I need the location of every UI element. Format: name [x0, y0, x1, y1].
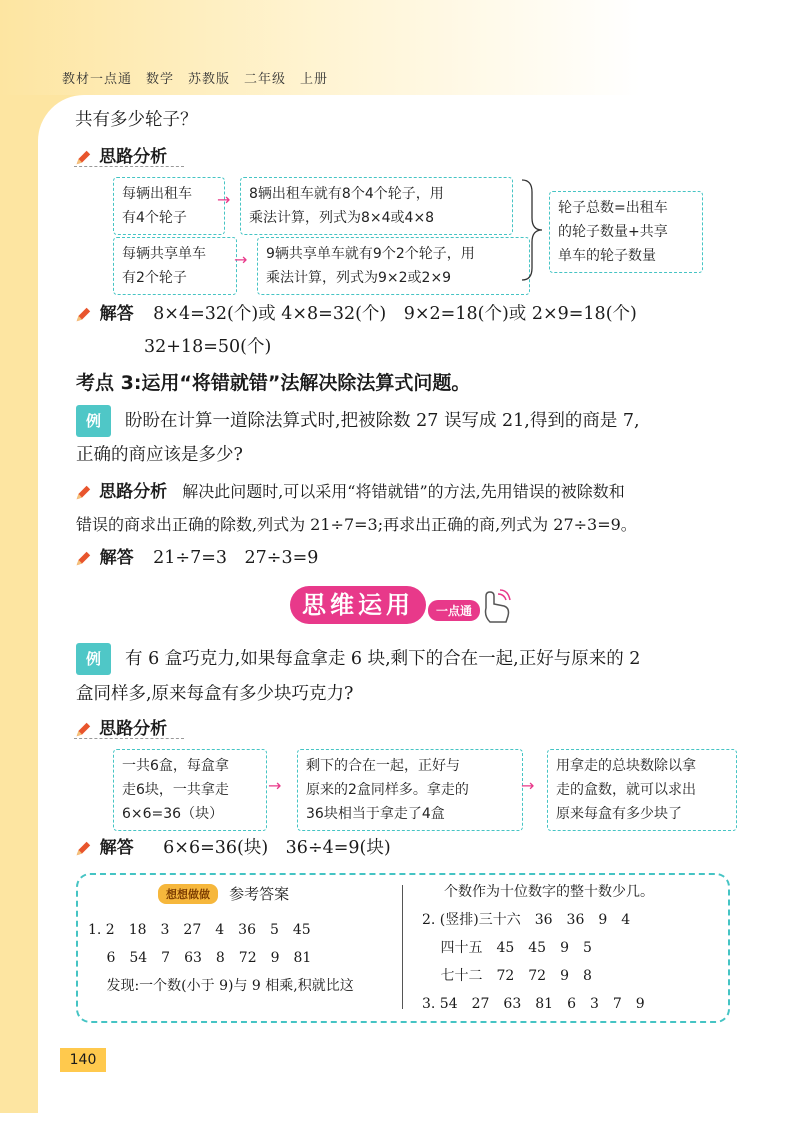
ref-right-line-2: 2. (竖排)三十六 36 36 9 4 [422, 912, 631, 928]
example-2-line-2: 盒同样多,原来每盒有多少块巧克力? [76, 684, 354, 704]
flow-box-taxi-wheels: 每辆出租车 有4个轮子 [113, 177, 225, 235]
brace-icon [520, 178, 546, 282]
banner-sub: 一点通 [428, 600, 480, 621]
analysis-row-2: 思路分析 解决此问题时,可以采用“将错就错”的方法,先用错误的被除数和 [74, 477, 625, 507]
flow-box-taxi-multiplication: 8辆出租车就有8个4个轮子，用 乘法计算，列式为8×4或4×8 [240, 177, 513, 235]
answer-1-line-1: 8×4=32(个)或 4×8=32(个) 9×2=18(个)或 2×9=18(个) [153, 304, 637, 324]
label-underline [74, 738, 184, 740]
arrow-icon: → [234, 250, 248, 269]
think-do-badge: 想想做做 [158, 884, 218, 904]
arrow-icon: → [217, 190, 231, 209]
answer-2-text: 21÷7=3 27÷3=9 [153, 548, 319, 568]
panel-divider [402, 885, 403, 1009]
ref-left-line-2: 6 54 7 63 8 72 9 81 [88, 950, 312, 966]
pencil-icon [74, 149, 92, 167]
topic-heading: 考点 3:运用“将错就错”法解决除法算式问题。 [76, 372, 471, 394]
example-badge: 例 [76, 405, 111, 437]
page-number: 140 [60, 1048, 106, 1072]
pencil-icon [74, 721, 92, 739]
arrow-icon: → [521, 776, 535, 795]
example-2-line-1: 例 有 6 盒巧克力,如果每盒拿走 6 块,剩下的合在一起,正好与原来的 2 [76, 643, 640, 675]
ref-right-line-4: 七十二 72 72 9 8 [422, 968, 592, 984]
flow-box-bike-wheels: 每辆共享单车 有2个轮子 [113, 237, 237, 295]
flow-box-remaining: 剩下的合在一起，正好与 原来的2盒同样多。拿走的 36块相当于拿走了4盒 [297, 749, 523, 831]
ref-right-line-1: 个数作为十位数字的整十数少几。 [444, 884, 654, 900]
banner-title: 思维运用 [290, 586, 426, 624]
flow-box-bike-multiplication: 9辆共享单车就有9个2个轮子，用 乘法计算，列式为9×2或2×9 [257, 237, 530, 295]
analysis-2-line-2: 错误的商求出正确的除数,列式为 21÷7=3;再求出正确的商,列式为 27÷3=9。 [76, 515, 637, 534]
book-header: 教材一点通 数学 苏教版 二年级 上册 [62, 72, 329, 87]
question-continuation: 共有多少轮子？ [75, 110, 198, 130]
ref-left-line-3: 发现:一个数(小于 9)与 9 相乘,积就比这 [88, 978, 354, 994]
analysis-2-line-1: 解决此问题时,可以采用“将错就错”的方法,先用错误的被除数和 [182, 482, 625, 501]
answer-row-2: 解答 21÷7=3 27÷3=9 [74, 543, 318, 573]
arrow-icon: → [268, 776, 282, 795]
pencil-icon [74, 306, 92, 324]
ref-left-line-1: 1. 2 18 3 27 4 36 5 45 [88, 922, 311, 938]
answer-row-3: 解答 6×6=36(块) 36÷4=9(块) [74, 833, 391, 863]
answer-1-line-2: 32+18=50(个) [144, 337, 272, 357]
thinking-banner [290, 586, 520, 630]
pencil-icon [74, 550, 92, 568]
pencil-icon [74, 840, 92, 858]
label-underline [74, 166, 184, 168]
answer-3-text: 6×6=36(块) 36÷4=9(块) [163, 838, 391, 858]
pencil-icon [74, 484, 92, 502]
example-1-line-2: 正确的商应该是多少? [76, 445, 243, 465]
reference-answer-panel [76, 873, 730, 1023]
answer-row-1: 解答 8×4=32(个)或 4×8=32(个) 9×2=18(个)或 2×9=18(个) [74, 299, 637, 329]
flow-box-taken-total: 一共6盒，每盒拿 走6块，一共拿走 6×6=36（块） [113, 749, 267, 831]
example-1-line-1: 例 盼盼在计算一道除法算式时,把被除数 27 误写成 21,得到的商是 7, [76, 405, 640, 437]
ref-right-line-5: 3. 54 27 63 81 6 3 7 9 [422, 996, 645, 1012]
analysis-label-3: 思路分析 [74, 714, 167, 739]
hand-pointer-icon [480, 588, 514, 624]
reference-title-row [158, 883, 289, 904]
example-badge: 例 [76, 643, 111, 675]
flow-box-division: 用拿走的总块数除以拿 走的盒数，就可以求出 原来每盒有多少块了 [547, 749, 737, 831]
ref-right-line-3: 四十五 45 45 9 5 [422, 940, 592, 956]
flow-box-total-wheels: 轮子总数=出租车 的轮子数量+共享 单车的轮子数量 [549, 191, 703, 273]
reference-title: 参考答案 [229, 885, 290, 903]
analysis-label-1: 思路分析 [74, 142, 167, 167]
